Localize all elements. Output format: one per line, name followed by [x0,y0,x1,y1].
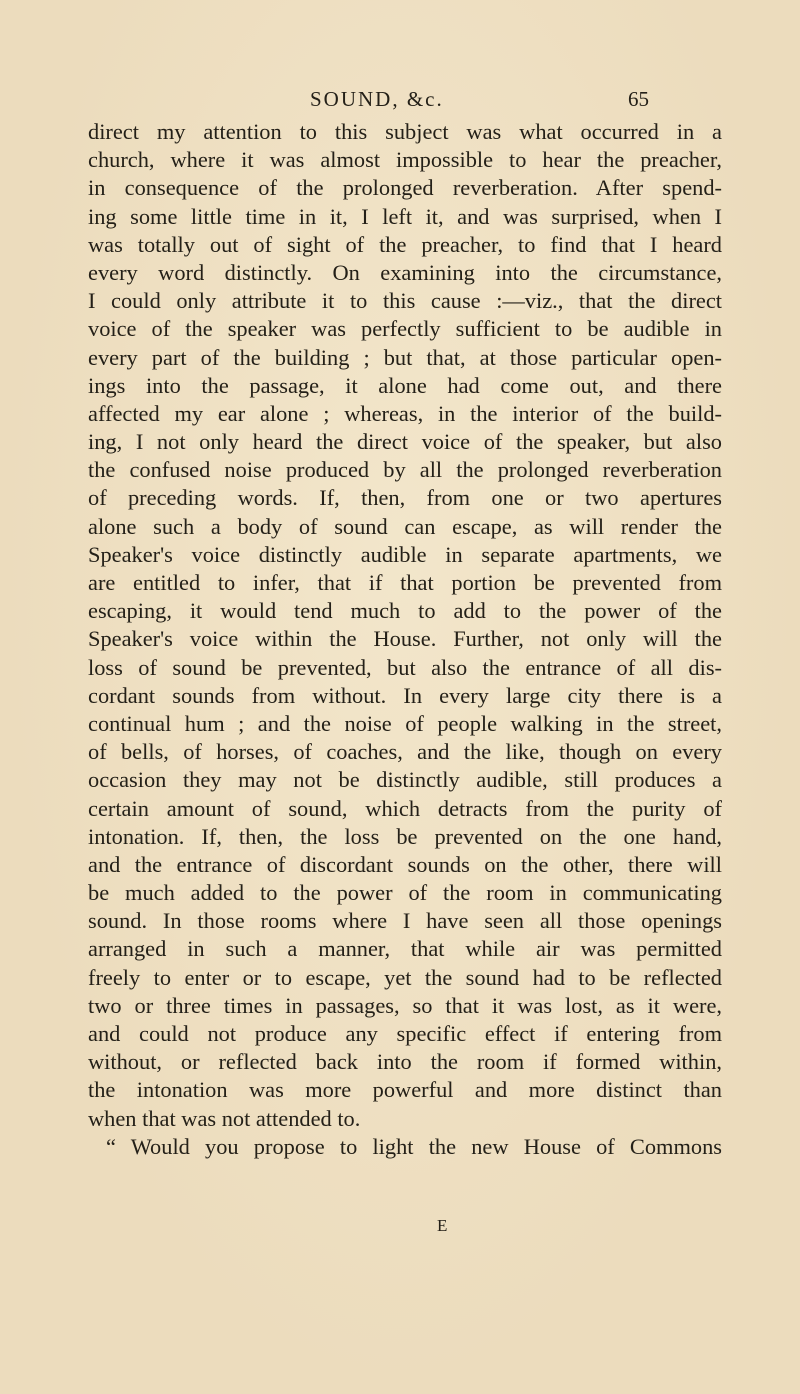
text-line: are entitled to infer, that if that portion be prevented from [88,570,722,595]
signature-mark: E [437,1216,448,1235]
text-line: of preceding words. If, then, from one or two apertures [88,485,722,511]
text-line: sound. In those rooms where I have seen all those openings [88,908,722,934]
text-line: church, where it was almost impossible to hear the preacher, [88,147,722,173]
paragraph-start-line: “ Would you propose to light the new House of Commons [106,1133,722,1159]
text-line: loss of sound be prevented, but also the entrance of all dis- [88,654,722,680]
text-line: occasion they may not be distinctly audible, still produces a [88,767,722,793]
text-line: intonation. If, then, the loss be prevented on the one hand, [88,823,722,849]
text-line: in consequence of the prolonged reverberation. After spend- [88,175,722,201]
text-line: Speaker's voice within the House. Further, not only will the [88,626,722,652]
text-line: was totally out of sight of the preacher, to find that I heard [88,231,722,257]
text-line: be much added to the power of the room in communicating [88,880,722,906]
text-line: affected my ear alone ; whereas, in the interior of the build- [88,400,722,426]
text-line: arranged in such a manner, that while air was permitted [88,936,722,962]
text-line: and the entrance of discordant sounds on the other, there will [88,851,722,877]
text-line: Speaker's voice distinctly audible in separate apartments, we [88,541,722,567]
paragraph-end-line: when that was not attended to. [88,1105,361,1131]
text-line: certain amount of sound, which detracts from the purity of [88,795,722,821]
text-line: the confused noise produced by all the prolonged reverberation [88,457,722,483]
text-line: continual hum ; and the noise of people walking in the street, [88,710,722,736]
text-line: cordant sounds from without. In every large city there is a [88,682,722,708]
text-line: alone such a body of sound can escape, as will render the [88,513,722,539]
text-line: the intonation was more powerful and more distinct than [88,1077,722,1103]
text-line: of bells, of horses, of coaches, and the like, though on every [88,739,722,765]
text-line: ing, I not only heard the direct voice of the speaker, but also [88,429,722,455]
text-line: I could only attribute it to this cause :—viz., that the direct [88,288,722,314]
text-line: direct my attention to this subject was what occurred in a [88,119,722,144]
text-line: without, or reflected back into the room if formed within, [88,1049,722,1075]
text-line: every part of the building ; but that, at those particular open- [88,344,722,370]
text-line: escaping, it would tend much to add to the power of the [88,598,722,624]
body-text [88,118,722,1161]
text-line: and could not produce any specific effect if entering from [88,1021,722,1046]
text-line: voice of the speaker was perfectly sufficient to be audible in [88,316,722,342]
text-line: ing some little time in it, I left it, and was surprised, when I [88,203,722,229]
text-line: freely to enter or to escape, yet the sound had to be reflected [88,964,722,990]
text-line: every word distinctly. On examining into the circumstance, [88,259,722,285]
text-line: ings into the passage, it alone had come out, and there [88,372,722,398]
running-head: SOUND, &c. [310,87,444,111]
page-number: 65 [628,87,649,111]
text-line: two or three times in passages, so that it was lost, as it were, [88,992,722,1018]
